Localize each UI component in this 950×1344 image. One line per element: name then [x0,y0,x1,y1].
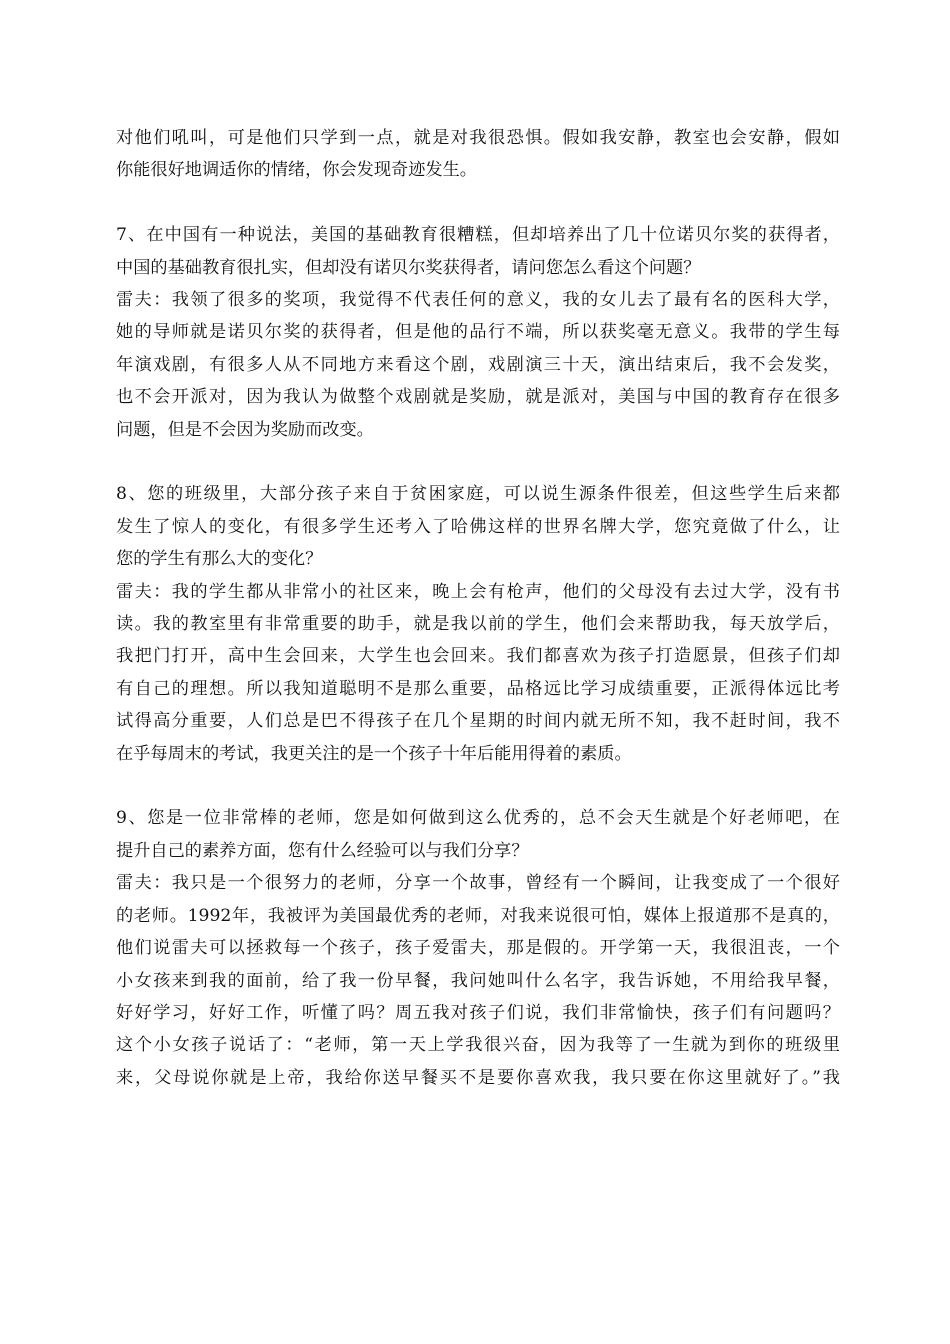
text-line: 有自己的理想。所以我知道聪明不是那么重要，品格远比学习成绩重要，正派得体远比考 [116,678,840,699]
text-line: 的老师。1992年，我被评为美国最优秀的老师，对我来说很可怕，媒体上报道那不是真的， [116,905,840,926]
text-line: 对他们吼叫，可是他们只学到一点，就是对我很恐惧。假如我安静，教室也会安静，假如 [116,128,840,148]
paragraph-gap [116,446,840,478]
text-line: 好好学习，好好工作，听懂了吗？周五我对孩子们说，我们非常愉快，孩子们有问题吗？ [116,1002,840,1023]
intro-paragraph [116,122,840,187]
text-line: 年演戏剧，有很多人从不同地方来看这个剧，戏剧演三十天，演出结束后，我不会发奖， [116,354,840,375]
text-line: 雷夫：我的学生都从非常小的社区来，晚上会有枪声，他们的父母没有去过大学，没有书 [116,581,840,602]
text-line: 我把门打开，高中生会回来，大学生也会回来。我们都喜欢为孩子打造愿景，但孩子们却 [116,646,840,667]
text-line: 雷夫：我只是一个很努力的老师，分享一个故事，曾经有一个瞬间，让我变成了一个很好 [116,873,840,894]
text-line: 中国的基础教育很扎实，但却没有诺贝尔奖获得者，请问您怎么看这个问题？ [116,257,701,278]
text-line: 她的导师就是诺贝尔奖的获得者，但是他的品行不端，所以获奖毫无意义。我带的学生每 [116,322,840,343]
text-line: 来，父母说你就是上帝，我给你送早餐买不是要你喜欢我，我只要在你这里就好了。”我 [116,1067,840,1088]
paragraph-gap [116,187,840,219]
text-line: 试得高分重要，人们总是巴不得孩子在几个星期的时间内就无所不知，我不赶时间，我不 [116,711,840,732]
question-9-paragraph [116,802,840,1094]
text-line: 你能很好地调适你的情绪，你会发现奇迹发生。 [116,160,477,181]
text-line: 提升自己的素养方面，您有什么经验可以与我们分享？ [116,840,529,861]
text-line: 在乎每周末的考试，我更关注的是一个孩子十年后能用得着的素质。 [116,743,632,764]
text-line: 读。我的教室里有非常重要的助手，就是我以前的学生，他们会来帮助我，每天放学后， [116,614,840,635]
text-line: 小女孩来到我的面前，给了我一份早餐，我问她叫什么名字，我告诉她，不用给我早餐， [116,970,840,991]
document-page [116,122,840,1094]
text-line: 问题，但是不会因为奖励而改变。 [116,419,374,440]
paragraph-gap [116,770,840,802]
text-line: 9、您是一位非常棒的老师，您是如何做到这么优秀的，总不会天生就是个好老师吧，在 [116,808,840,829]
text-line: 7、在中国有一种说法，美国的基础教育很糟糕，但却培养出了几十位诺贝尔奖的获得者， [116,225,840,246]
text-line: 您的学生有那么大的变化？ [116,549,323,570]
text-line: 这个小女孩子说话了：“老师，第一天上学我很兴奋，因为我等了一生就为到你的班级里 [116,1035,840,1056]
question-7-paragraph [116,219,840,446]
question-8-paragraph [116,478,840,770]
text-line: 也不会开派对，因为我认为做整个戏剧就是奖励，就是派对，美国与中国的教育存在很多 [116,387,840,408]
text-line: 发生了惊人的变化，有很多学生还考入了哈佛这样的世界名牌大学，您究竟做了什么，让 [116,516,840,537]
text-line: 8、您的班级里，大部分孩子来自于贫困家庭，可以说生源条件很差，但这些学生后来都 [116,484,840,505]
text-line: 他们说雷夫可以拯救每一个孩子，孩子爱雷夫，那是假的。开学第一天，我很沮丧，一个 [116,938,840,959]
text-line: 雷夫：我领了很多的奖项，我觉得不代表任何的意义，我的女儿去了最有名的医科大学， [116,290,840,311]
